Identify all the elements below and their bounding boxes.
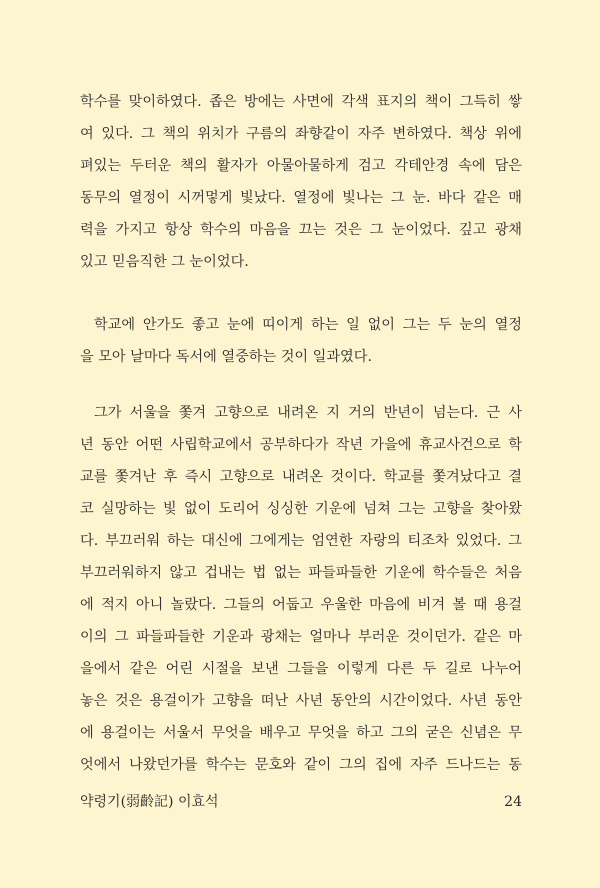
- text-line: 교를 쫓겨난 후 즉시 고향으로 내려온 것이다. 학교를 쫓겨났다고 결: [80, 469, 522, 485]
- text-line: 을 모아 날마다 독서에 열중하는 것이 일과였다.: [80, 349, 372, 365]
- text-line: 에 용걸이는 서울서 무엇을 배우고 무엇을 하고 그의 굳은 신념은 무: [80, 725, 522, 741]
- text-line: 펴있는 두터운 책의 활자가 아물아물하게 검고 각테안경 속에 담은: [80, 158, 522, 174]
- text-line: 놓은 것은 용걸이가 고향을 떠난 사년 동안의 시간이었다. 사년 동안: [80, 693, 522, 709]
- text-line: 코 실망하는 빛 없이 도리어 싱싱한 기운에 넘쳐 그는 고향을 찾아왔: [80, 501, 522, 517]
- text-line: 부끄러워하지 않고 겁내는 법 없는 파들파들한 기운에 학수들은 처음: [80, 565, 522, 581]
- text-line: 학수를 맞이하였다. 좁은 방에는 사면에 각색 표지의 책이 그득히 쌓: [80, 94, 522, 110]
- text-line: 을에서 같은 어린 시절을 보낸 그들을 이렇게 다른 두 길로 나누어: [80, 661, 522, 677]
- text-line: 동무의 열정이 시꺼멓게 빛났다. 열정에 빛나는 그 눈. 바다 같은 매: [80, 190, 522, 206]
- page-number: 24: [504, 794, 522, 810]
- text-line: 학교에 안가도 좋고 눈에 띠이게 하는 일 없이 그는 두 눈의 열정: [94, 317, 522, 333]
- footer-book-title: 약령기(弱齡記) 이효석: [80, 794, 219, 810]
- paragraph-3: [80, 397, 522, 781]
- paragraph-1: [80, 86, 522, 278]
- text-line: 그가 서울을 쫓겨 고향으로 내려온 지 거의 반년이 넘는다. 근 사: [94, 405, 522, 421]
- text-line: 에 적지 아니 놀랐다. 그들의 어둡고 우울한 마음에 비겨 볼 때 용걸: [80, 597, 522, 613]
- text-line: 다. 부끄러워 하는 대신에 그에게는 엄연한 자랑의 티조차 있었다. 그: [80, 533, 522, 549]
- text-line: 년 동안 어떤 사립학교에서 공부하다가 작년 가을에 휴교사건으로 학: [80, 437, 522, 453]
- text-line: 여 있다. 그 책의 위치가 구름의 좌향같이 자주 변하였다. 책상 위에: [80, 126, 522, 142]
- text-line: 있고 믿음직한 그 눈이었다.: [80, 254, 249, 270]
- text-line: 력을 가지고 항상 학수의 마음을 끄는 것은 그 눈이었다. 깊고 광채: [80, 222, 522, 238]
- text-line: 이의 그 파들파들한 기운과 광채는 얼마나 부러운 것이던가. 같은 마: [80, 629, 522, 645]
- text-line: 엇에서 나왔던가를 학수는 문호와 같이 그의 집에 자주 드나드는 동: [80, 757, 522, 773]
- paragraph-2: [80, 309, 522, 373]
